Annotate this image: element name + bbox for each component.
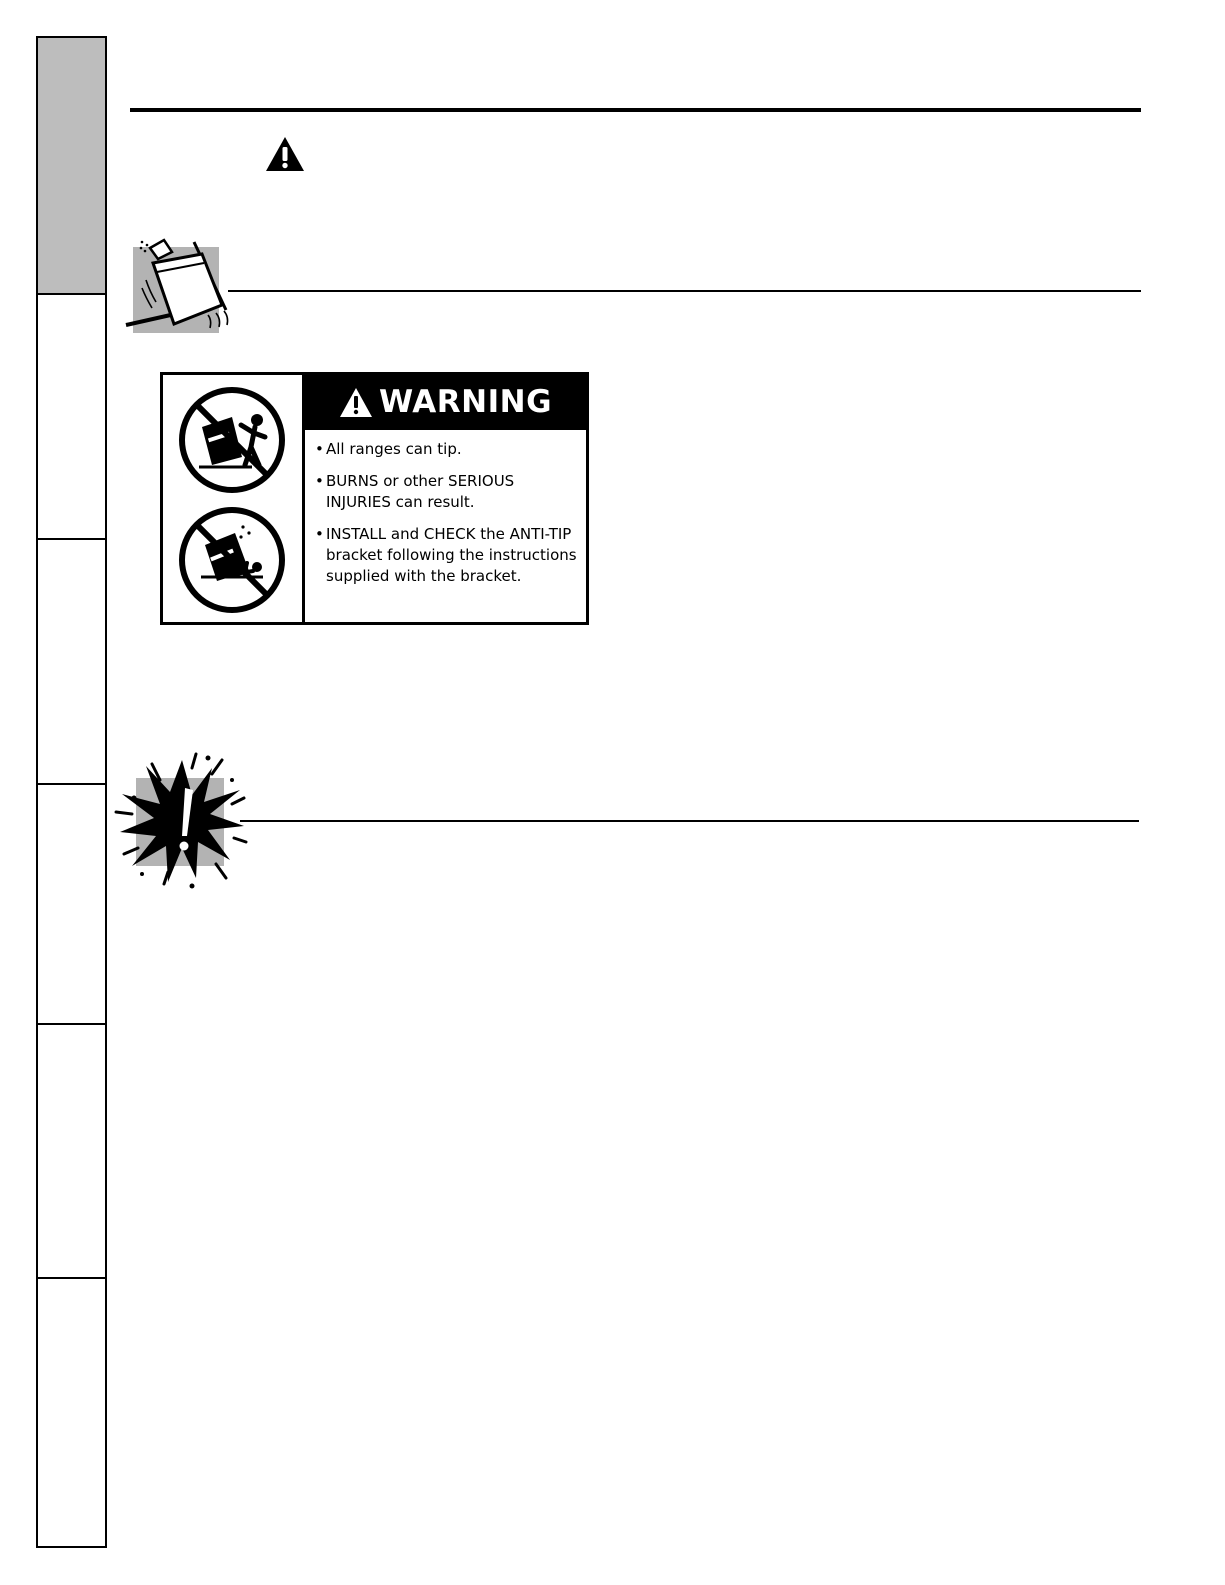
warning-triangle-icon xyxy=(265,136,305,172)
header-rule xyxy=(130,108,1141,112)
side-tab-6[interactable] xyxy=(38,1279,105,1546)
warning-header xyxy=(305,375,586,430)
safety-section-rule xyxy=(240,820,1139,822)
warning-list xyxy=(315,439,583,598)
warning-triangle-icon xyxy=(339,387,373,418)
range-tipping-over-icon xyxy=(177,505,287,615)
side-tab-3[interactable] xyxy=(38,540,105,785)
anti-tip-section-rule xyxy=(228,290,1141,292)
no-climbing-on-door-icon xyxy=(177,385,287,495)
side-tab-4[interactable] xyxy=(38,785,105,1025)
side-tab-1[interactable] xyxy=(38,38,105,295)
warning-item: • All ranges can tip. xyxy=(315,439,583,460)
side-tabs xyxy=(36,36,107,1548)
warning-item: • INSTALL and CHECK the ANTI-TIP bracket following the instructions supplied with the bracket. xyxy=(315,524,583,587)
warning-item: • BURNS or other SERIOUS INJURIES can result. xyxy=(315,471,583,513)
tipping-range-icon xyxy=(124,232,236,334)
exclamation-burst-icon xyxy=(112,750,252,890)
warning-title: WARNING xyxy=(378,384,553,420)
side-tab-2[interactable] xyxy=(38,295,105,540)
side-tab-5[interactable] xyxy=(38,1025,105,1279)
warning-pictograms xyxy=(163,375,305,622)
anti-tip-warning-label xyxy=(160,372,589,625)
